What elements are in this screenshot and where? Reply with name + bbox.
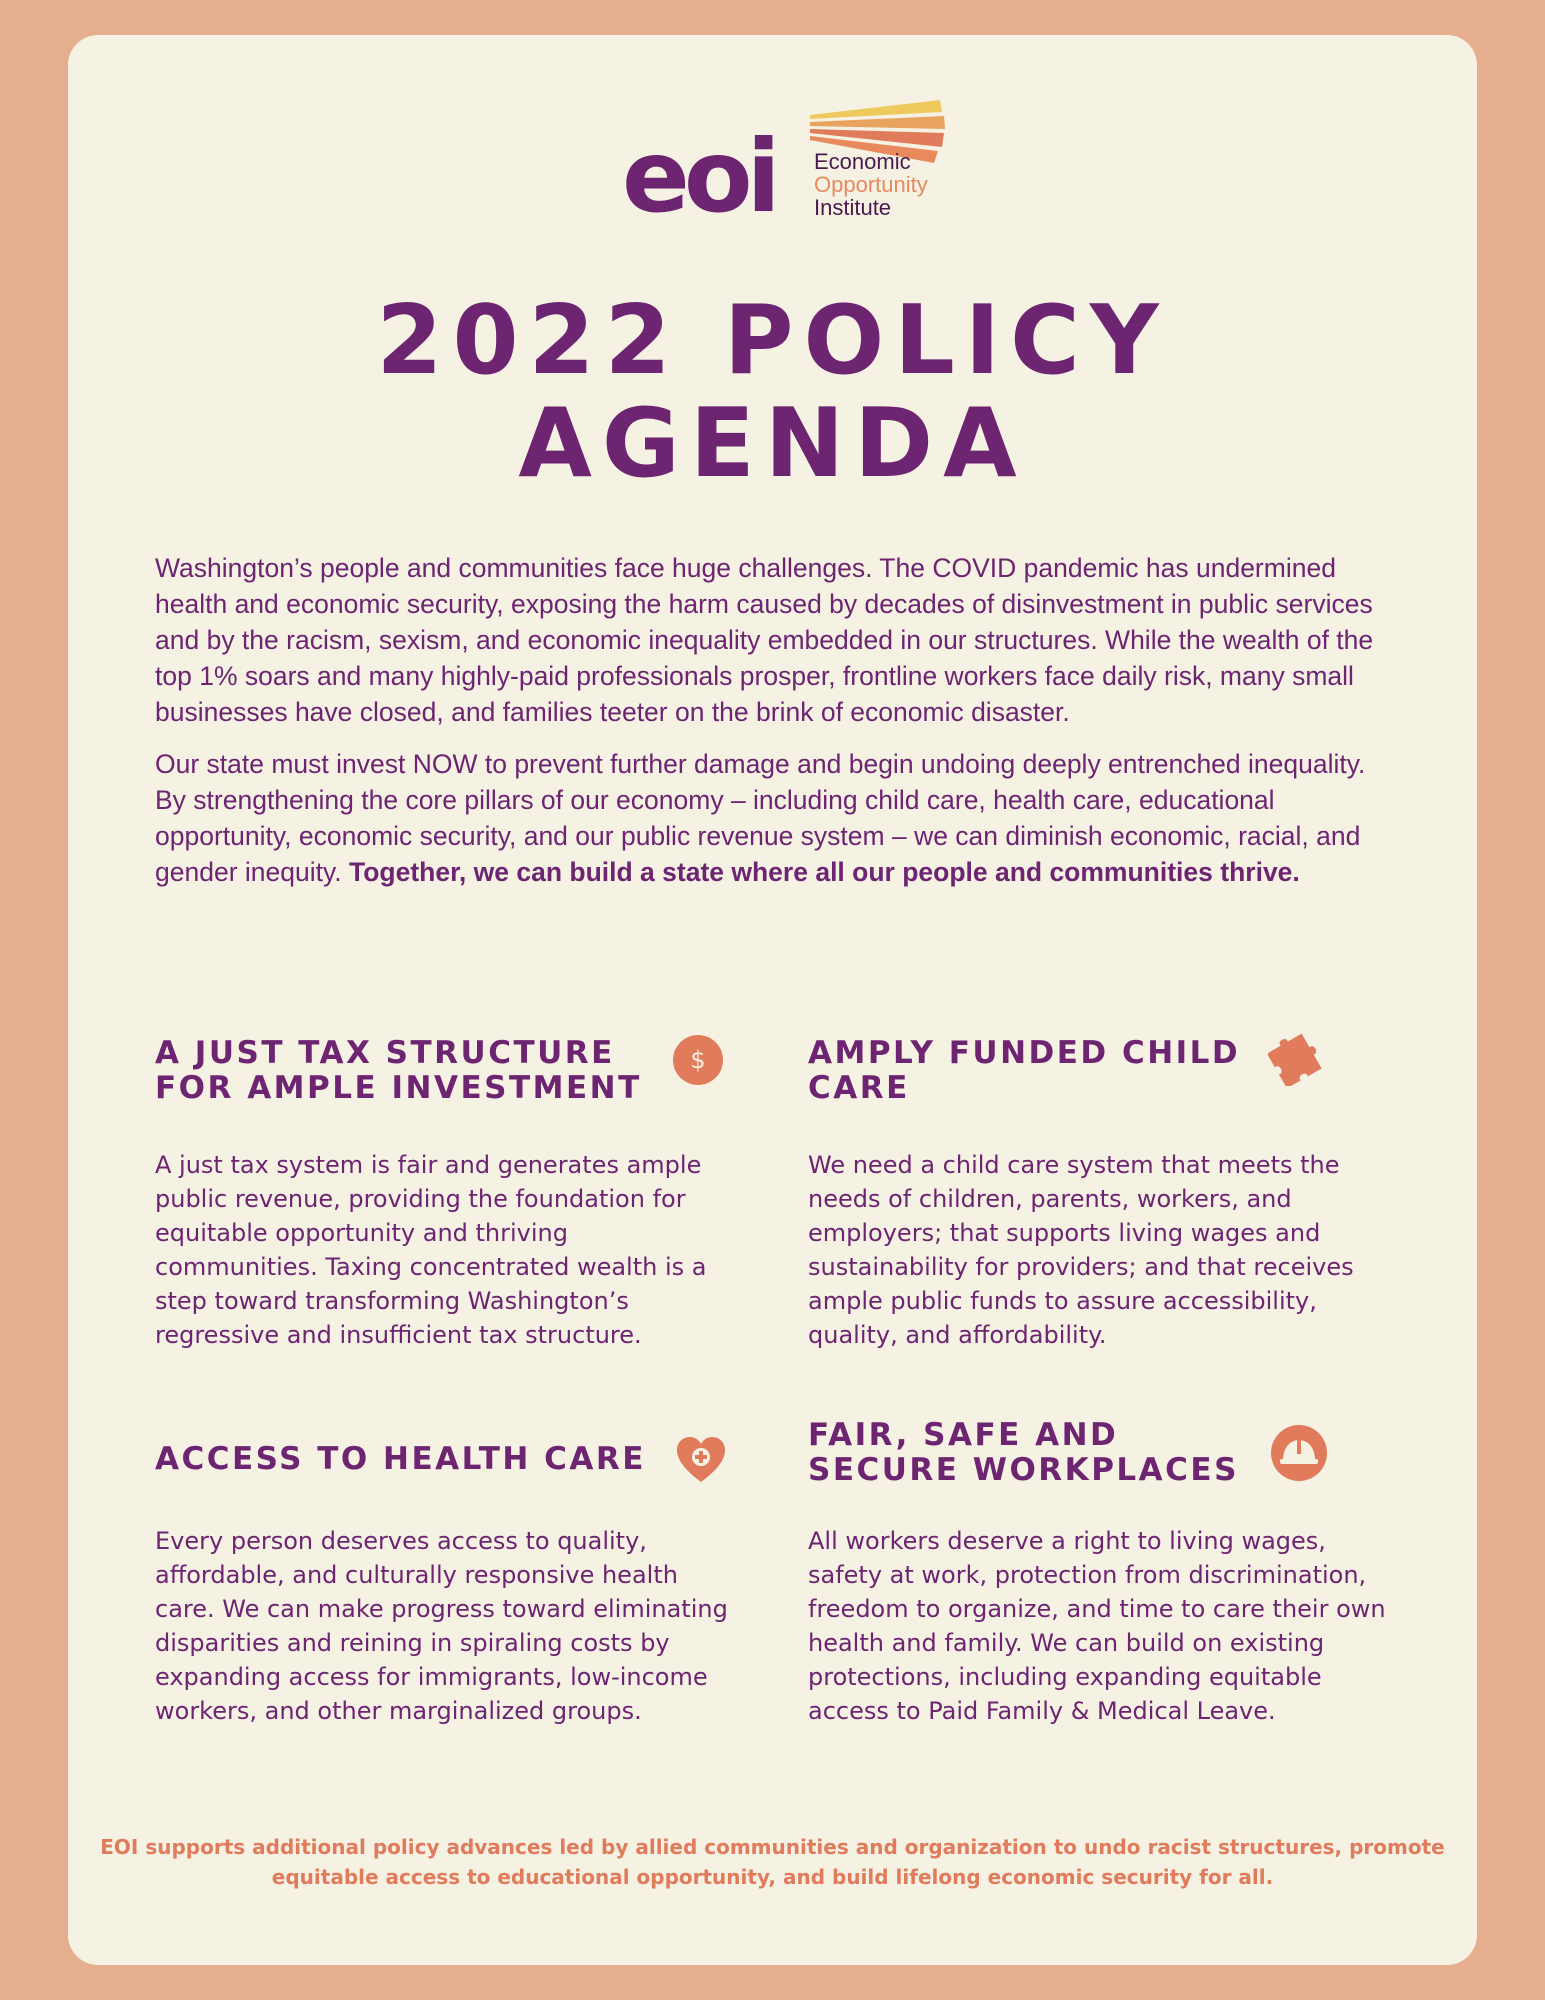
dollar-icon — [672, 1034, 724, 1086]
intro-paragraph-2-bold: Together, we can build a state where all our people and communities thrive. — [349, 857, 1300, 887]
health-section-body: Every person deserves access to quality, affordable, and culturally responsive health care. We can make progress toward eliminating disparities and reining in spiraling costs by expanding access for immigrants, low-income workers, and other marginalized groups. — [155, 1527, 728, 1725]
child-care-heading-line-2: CARE — [808, 1070, 910, 1106]
health-heading-line-1: ACCESS TO HEALTH CARE — [155, 1441, 646, 1477]
logo-line-economic: Economic — [814, 149, 911, 174]
intro-text — [155, 550, 1395, 906]
logo-mark: eoi — [622, 118, 775, 235]
child-care-section-heading — [808, 1036, 1240, 1106]
child-care-section-body: We need a child care system that meets the needs of children, parents, workers, and employers; that supports living wages and sustainability for providers; and that receives ample public funds to assure accessibility, quality, and affordability. — [808, 1151, 1354, 1349]
intro-paragraph-2-text: Our state must invest NOW to prevent further damage and begin undoing deeply entrenched inequality. By strengthening the core pillars of our economy – including child care, health care, educational opportunity, economic security, and our public revenue system – we can diminish economic, racial, and gender inequity. — [155, 749, 1366, 887]
title-line-1: 2022 POLICY — [376, 286, 1169, 396]
workplace-heading-line-1: FAIR, SAFE AND — [808, 1417, 1119, 1453]
logo-line-opportunity: Opportunity — [814, 172, 928, 197]
intro-paragraph-2 — [155, 746, 1395, 890]
workplace-section-heading — [808, 1418, 1239, 1488]
tax-heading-line-2: FOR AMPLE INVESTMENT — [155, 1070, 642, 1106]
child-care-heading-line-1: AMPLY FUNDED CHILD — [808, 1035, 1241, 1071]
tax-heading-line-1: A JUST TAX STRUCTURE — [155, 1035, 615, 1071]
workplace-heading-line-2: SECURE WORKPLACES — [808, 1452, 1239, 1488]
eoi-logo — [622, 95, 942, 235]
svg-text:$: $ — [690, 1046, 706, 1074]
heart-plus-icon — [675, 1436, 727, 1484]
puzzle-icon — [1268, 1030, 1324, 1086]
intro-paragraph-1: Washington’s people and communities face huge challenges. The COVID pandemic has undermined health and economic security, exposing the harm caused by decades of disinvestment in public services and by the racism, sexism, and economic inequality embedded in our structures. While the wealth of the top 1% soars and many highly-paid professionals prosper, frontline workers face daily risk, many small businesses have closed, and families teeter on the brink of economic disaster. — [155, 553, 1374, 727]
page-title — [68, 286, 1477, 499]
hard-hat-icon — [1270, 1424, 1328, 1482]
title-line-2: AGENDA — [518, 389, 1027, 499]
tax-section-body: A just tax system is fair and generates ample public revenue, providing the foundation for equitable opportunity and thriving communities. Taxing concentrated wealth is a step toward transforming Washington’s regressive and insufficient tax structure. — [155, 1151, 707, 1349]
workplace-section-body: All workers deserve a right to living wages, safety at work, protection from discrimination, freedom to organize, and time to care their own health and family. We can build on existing protections, including expanding equitable access to Paid Family & Medical Leave. — [808, 1527, 1386, 1725]
health-section-heading — [155, 1442, 646, 1477]
footer-note: EOI supports additional policy advances led by allied communities and organization to undo racist structures, promote equitable access to educational opportunity, and build lifelong economic security for all. — [100, 1835, 1445, 1889]
tax-section-heading — [155, 1036, 642, 1106]
logo-line-institute: Institute — [814, 195, 892, 220]
logo-wordmark — [814, 150, 928, 219]
